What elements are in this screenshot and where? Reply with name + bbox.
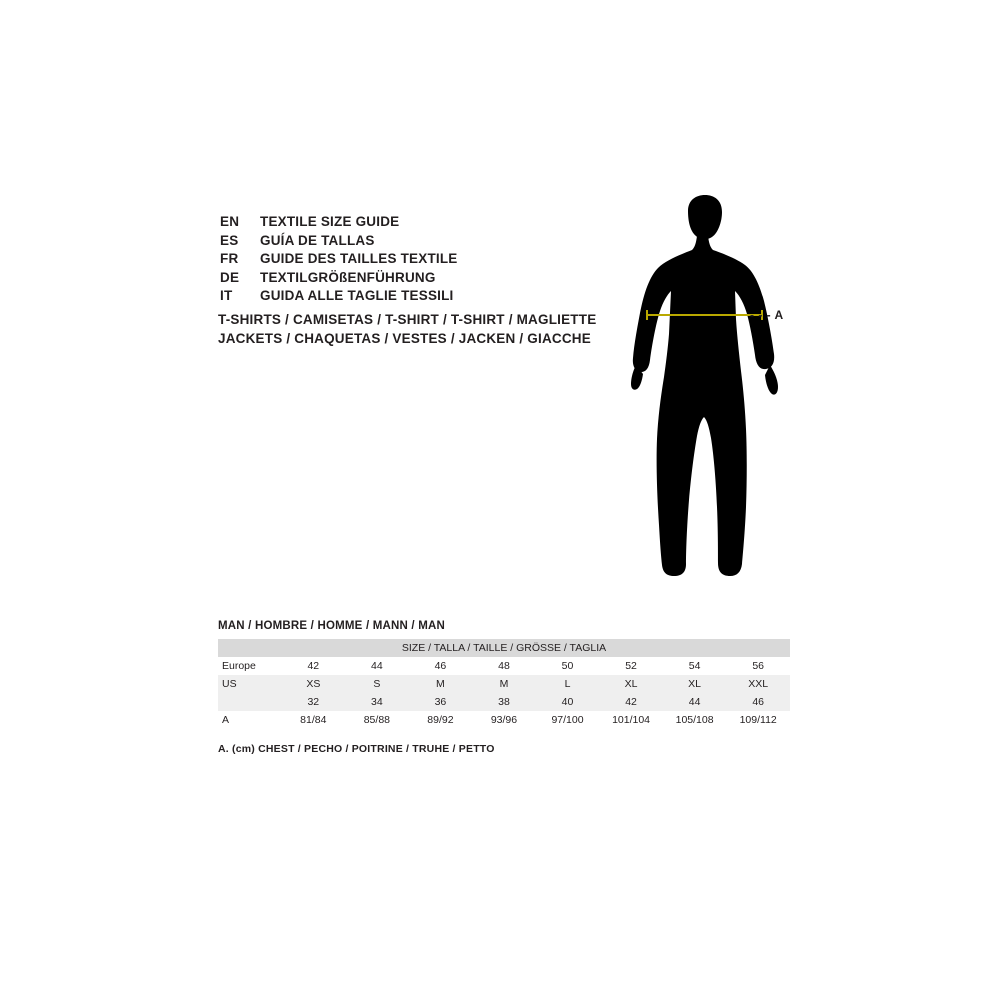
table-cell: 32 (307, 696, 320, 708)
table-header-label: SIZE / TALLA / TAILLE / GRÖSSE / TAGLIA (218, 639, 790, 657)
language-title: GUÍA DE TALLAS (260, 232, 375, 248)
table-row (218, 675, 790, 693)
category-line-jackets: JACKETS / CHAQUETAS / VESTES / JACKEN / GIACCHE (218, 331, 591, 346)
table-cell: 89/92 (427, 714, 454, 726)
row-label: Europe (222, 660, 256, 672)
table-cell: 44 (688, 696, 701, 708)
table-cell: M (436, 678, 445, 690)
row-label (218, 693, 282, 711)
language-code: IT (220, 288, 233, 303)
table-row (218, 657, 790, 675)
table-cell: 105/108 (675, 714, 714, 726)
table-cell: M (499, 678, 509, 690)
table-cell: XL (688, 678, 702, 690)
table-cell: 101/104 (612, 714, 651, 726)
table-cell: 81/84 (300, 714, 327, 726)
table-cell: 38 (498, 696, 510, 708)
language-title: TEXTILE SIZE GUIDE (260, 214, 400, 229)
category-line-tshirts: T-SHIRTS / CAMISETAS / T-SHIRT / T-SHIRT / MAGLIETTE (218, 312, 597, 327)
language-title: GUIDA ALLE TAGLIE TESSILI (260, 288, 454, 303)
language-code: FR (220, 251, 239, 266)
row-label: A (222, 714, 230, 726)
table-cell: 109/112 (739, 714, 777, 726)
table-cell: 85/88 (363, 714, 390, 726)
table-cell: 46 (752, 696, 765, 708)
language-list (220, 214, 640, 307)
table-cell: XL (624, 678, 638, 690)
table-cell: S (373, 678, 381, 690)
chest-measure-label (750, 308, 784, 322)
table-cell: 46 (434, 660, 447, 672)
language-row (220, 251, 640, 270)
man-silhouette-figure (600, 195, 830, 605)
size-table (218, 639, 790, 729)
table-cell: 50 (561, 660, 574, 672)
measure-leader: - - - (750, 308, 772, 322)
table-row (218, 693, 790, 711)
table-cell: L (564, 678, 571, 690)
row-label: US (222, 678, 237, 690)
table-header-row (218, 639, 790, 657)
language-title: GUIDE DES TAILLES TEXTILE (260, 251, 458, 266)
table-title: MAN / HOMBRE / HOMME / MANN / MAN (218, 620, 446, 632)
table-row (218, 711, 790, 729)
table-cell: 42 (625, 696, 637, 708)
language-code: DE (220, 269, 240, 285)
table-cell: 93/96 (490, 714, 518, 726)
table-cell: 54 (688, 660, 701, 672)
language-code: ES (220, 232, 239, 248)
size-table-block (218, 620, 790, 755)
table-footnote: A. (cm) CHEST / PECHO / POITRINE / TRUHE / PETTO (218, 743, 495, 755)
table-cell: 36 (434, 696, 447, 708)
table-cell: 48 (498, 660, 510, 672)
table-cell: XXL (748, 678, 769, 690)
language-row (220, 288, 640, 307)
table-cell: 34 (371, 696, 383, 708)
language-title: TEXTILGRÖßENFÜHRUNG (260, 269, 436, 285)
table-cell: 97/100 (551, 714, 584, 726)
man-silhouette-icon (600, 195, 830, 605)
language-row (220, 270, 640, 289)
table-cell: 44 (371, 660, 383, 672)
table-cell: 42 (307, 660, 320, 672)
table-cell: 40 (561, 696, 574, 708)
measure-letter: A (774, 308, 784, 322)
language-row (220, 214, 640, 233)
language-code: EN (220, 214, 240, 229)
language-row (220, 233, 640, 252)
table-cell: 52 (625, 660, 637, 672)
table-cell: 56 (752, 660, 765, 672)
table-cell: XS (306, 678, 321, 690)
